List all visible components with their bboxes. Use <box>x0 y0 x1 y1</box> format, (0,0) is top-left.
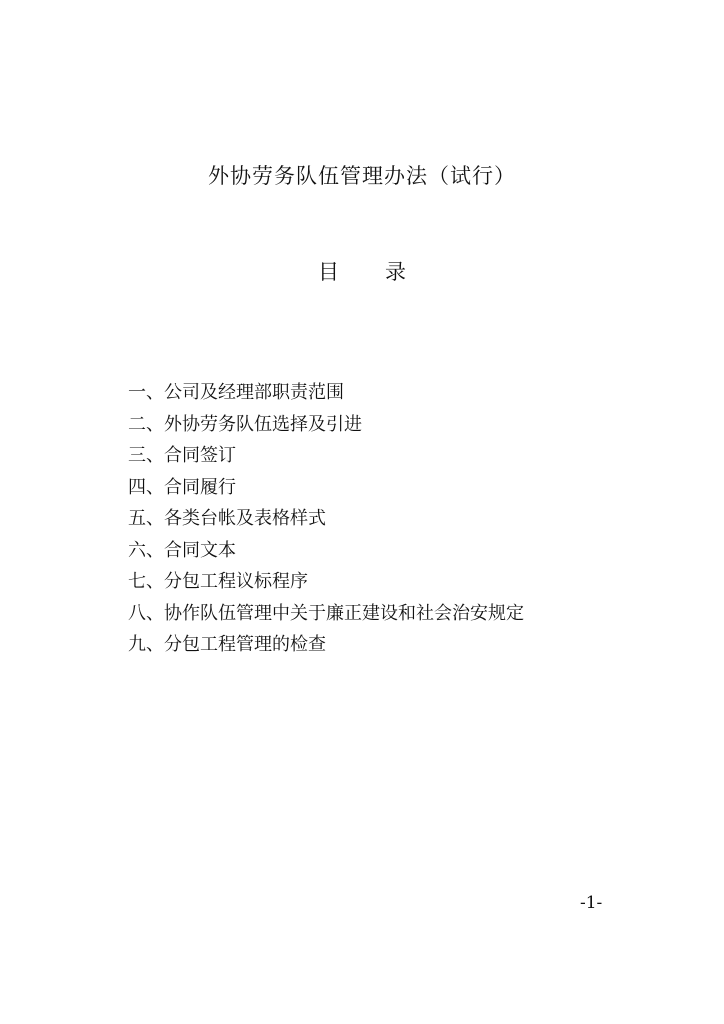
toc-item: 四、合同履行 <box>128 476 236 498</box>
toc-heading <box>0 256 724 286</box>
toc-item: 九、分包工程管理的检查 <box>128 634 326 655</box>
toc-item: 五、各类台帐及表格样式 <box>128 508 326 529</box>
toc-item: 八、协作队伍管理中关于廉正建设和社会治安规定 <box>128 602 524 624</box>
toc-heading-char-1: 目 <box>318 260 339 284</box>
document-title: 外协劳务队伍管理办法（试行） <box>208 164 516 188</box>
toc-item: 七、分包工程议标程序 <box>128 571 308 592</box>
toc-item: 三、合同签订 <box>128 445 236 466</box>
toc-heading-char-2: 录 <box>385 260 406 284</box>
toc-item: 一、公司及经理部职责范围 <box>128 382 344 403</box>
toc-item: 二、外协劳务队伍选择及引进 <box>128 413 362 435</box>
toc-list <box>128 377 524 661</box>
toc-item: 六、合同文本 <box>128 539 236 561</box>
page-number: -1- <box>580 893 603 913</box>
